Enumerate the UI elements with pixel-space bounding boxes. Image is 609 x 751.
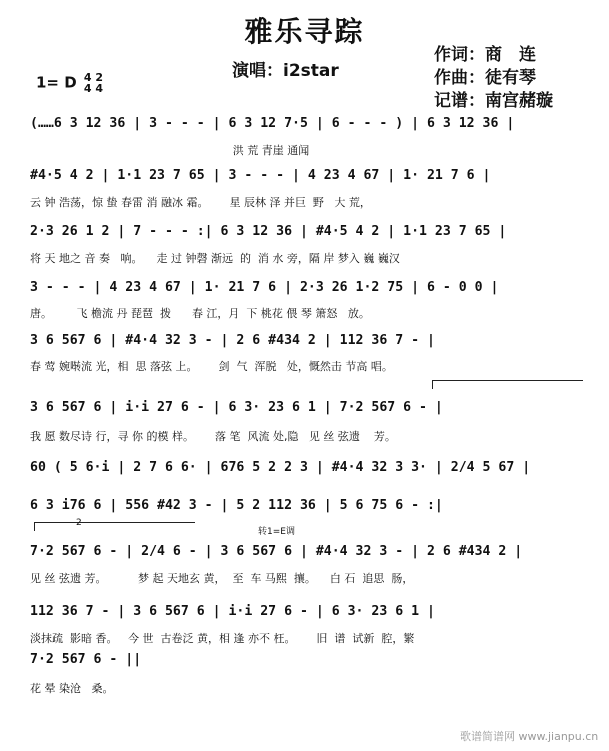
transcriber-credit: 记谱：南宫赭璇 — [434, 91, 553, 111]
lyric-line-6: 我 愿 数尽诗 行，寻 你 的模 样。 落 笔 风流 处,隐 见 丝 弦遗 芳。 — [30, 430, 396, 443]
song-title: 雅乐寻踪 — [244, 15, 365, 48]
lyric-line-9: 见 丝 弦遗 芳。 梦 起 天地玄 黄， 至 车 马熙 攘。 白 石 追思 肠， — [30, 572, 414, 585]
lyric-line-5: 春 莺 婉啭流 光，相 思 落弦 上。 剑 气 浑脱 处，慨然击 节高 唱。 — [30, 360, 393, 373]
lyric-line-4: 唐。 飞 檐流 丹 琵琶 拨 春 江，月 下 桃花 偎 琴 箫怒 放。 — [30, 307, 370, 320]
score-line-10: 112 36 7 - | 3 6 567 6 | i·i 27 6 - | 6 3· 23 6 1 | — [30, 604, 435, 619]
key-label: 1= D — [36, 73, 77, 92]
time-top: 4 2 — [83, 71, 104, 84]
lyric-line-10: 淡抹疏 影暗 香。 今 世 古卷泛 黄，相 逢 亦不 枉。 旧 谱 试新 腔，繁 — [30, 632, 415, 645]
score-line-6: 3 6 567 6 | i·i 27 6 - | 6 3· 23 6 1 | 7·2 567 6 - | — [30, 400, 443, 415]
key-signature — [36, 72, 103, 94]
score-line-4: 3 - - - | 4 23 4 67 | 1· 21 7 6 | 2·3 26 1·2 75 | 6 - 0 0 | — [30, 280, 499, 295]
time-bottom: 4 4 — [83, 82, 104, 95]
volta-bracket-2 — [34, 522, 195, 531]
lyric-line-1: 洪 荒 青崖 通闻 — [30, 144, 310, 157]
score-line-9: 7·2 567 6 - | 2/4 6 - | 3 6 567 6 | #4·4 32 3 - | 2 6 #434 2 | — [30, 544, 523, 559]
lyric-line-11: 花 晕 染沧 桑。 — [30, 682, 114, 695]
score-line-8: 6 3 i76 6 | 556 #42 3 - | 5 2 112 36 | 5 6 75 6 - :| — [30, 498, 443, 513]
lyricist-credit: 作词：商 连 — [434, 45, 536, 65]
score-line-3: 2·3 26 1 2 | 7 - - - :| 6 3 12 36 | #4·5 4 2 | 1·1 23 7 65 | — [30, 224, 507, 239]
volta-bracket — [432, 380, 583, 389]
singer-credit: 演唱：i2star — [232, 61, 339, 81]
lyric-line-2: 云 钟 浩荡，惊 蛰 春雷 消 融冰 霜。 星 辰林 泽 并巨 野 大 荒， — [30, 196, 371, 209]
score-line-5: 3 6 567 6 | #4·4 32 3 - | 2 6 #434 2 | 112 36 7 - | — [30, 333, 435, 348]
time-signature — [84, 72, 103, 94]
watermark: 歌谱简谱网 www.jianpu.cn — [460, 730, 599, 743]
score-line-2: #4·5 4 2 | 1·1 23 7 65 | 3 - - - | 4 23 4 67 | 1· 21 7 6 | — [30, 168, 491, 183]
composer-credit: 作曲：徒有琴 — [434, 68, 536, 88]
score-line-11: 7·2 567 6 - || — [30, 652, 142, 667]
score-line-1: (……6 3 12 36 | 3 - - - | 6 3 12 7·5 | 6 - - - ) | 6 3 12 36 | — [30, 116, 515, 131]
key-change-label: 转1=E调 — [258, 527, 295, 537]
lyric-line-3: 将 天 地之 音 奏 响。 走 过 钟磬 渐远 的 消 水 旁，隔 岸 梦入 巍 巍汉 — [30, 252, 400, 265]
score-line-7: 60 ( 5 6·i | 2 7 6 6· | 676 5 2 2 3 | #4·4 32 3 3· | 2/4 5 67 | — [30, 460, 531, 475]
volta-label: 2 — [76, 518, 82, 528]
